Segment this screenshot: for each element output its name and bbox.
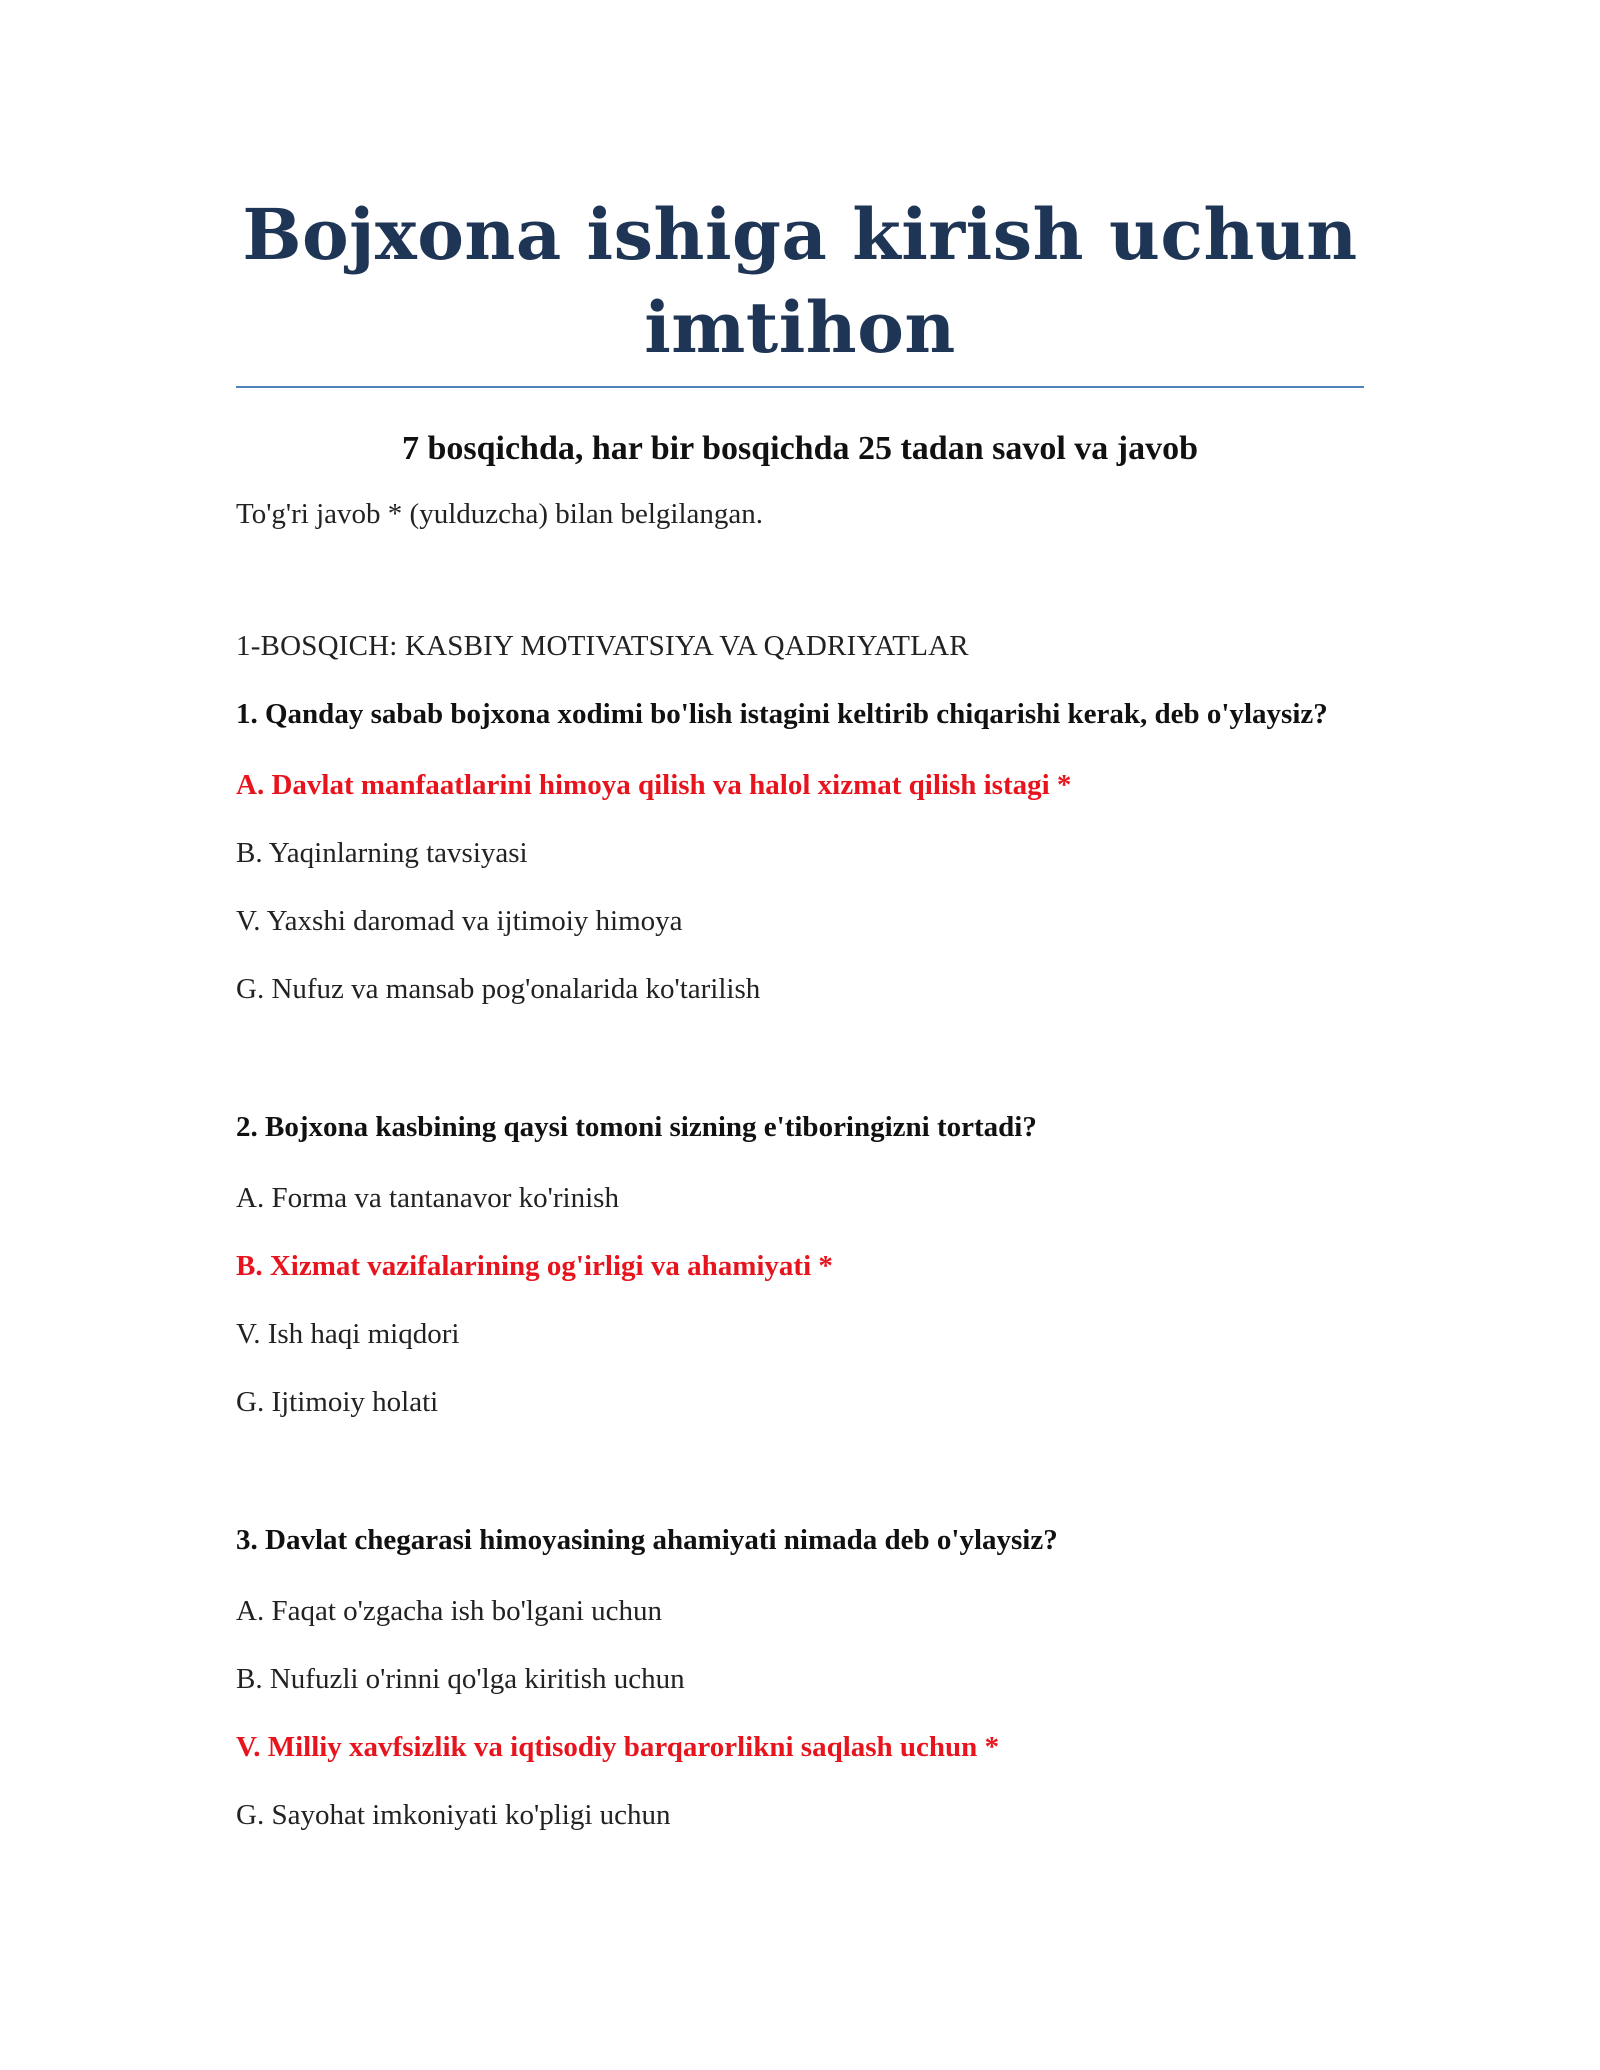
answer-option: A. Faqat o'zgacha ish bo'lgani uchun [236, 1595, 663, 1627]
question-text: 1. Qanday sabab bojxona xodimi bo'lish istagini keltirib chiqarishi kerak, deb o'ylaysiz? [236, 698, 1328, 730]
document-page [236, 0, 1364, 1833]
answer-option: B. Yaqinlarning tavsiyasi [236, 837, 528, 869]
document-title: Bojxona ishiga kirish uchun imtihon [242, 193, 1358, 369]
answer-option: A. Forma va tantanavor ko'rinish [236, 1182, 619, 1214]
answer-option: V. Yaxshi daromad va ijtimoiy himoya [236, 905, 683, 937]
correct-answer-option: A. Davlat manfaatlarini himoya qilish va halol xizmat qilish istagi * [236, 769, 1072, 801]
title-divider [236, 386, 1364, 388]
correct-answer-option: B. Xizmat vazifalarining og'irligi va ahamiyati * [236, 1250, 833, 1282]
question-block-2 [236, 1107, 1364, 1420]
answer-key-note: To'g'ri javob * (yulduzcha) bilan belgilangan. [236, 498, 764, 530]
answer-option: G. Ijtimoiy holati [236, 1386, 439, 1418]
document-subtitle: 7 bosqichda, har bir bosqichda 25 tadan savol va javob [401, 430, 1199, 467]
correct-answer-option: V. Milliy xavfsizlik va iqtisodiy barqarorlikni saqlash uchun * [236, 1731, 1000, 1763]
question-block-3 [236, 1520, 1364, 1833]
answer-option: V. Ish haqi miqdori [236, 1318, 460, 1350]
question-text: 2. Bojxona kasbining qaysi tomoni sizning e'tiboringizni tortadi? [236, 1111, 1037, 1143]
question-text: 3. Davlat chegarasi himoyasining ahamiyati nimada deb o'ylaysiz? [236, 1524, 1058, 1556]
stage-heading: 1-BOSQICH: KASBIY MOTIVATSIYA VA QADRIYATLAR [236, 630, 969, 662]
answer-option: B. Nufuzli o'rinni qo'lga kiritish uchun [236, 1663, 685, 1695]
answer-option: G. Nufuz va mansab pog'onalarida ko'tarilish [236, 973, 761, 1005]
answer-option: G. Sayohat imkoniyati ko'pligi uchun [236, 1799, 671, 1831]
question-block-1 [236, 694, 1364, 1007]
